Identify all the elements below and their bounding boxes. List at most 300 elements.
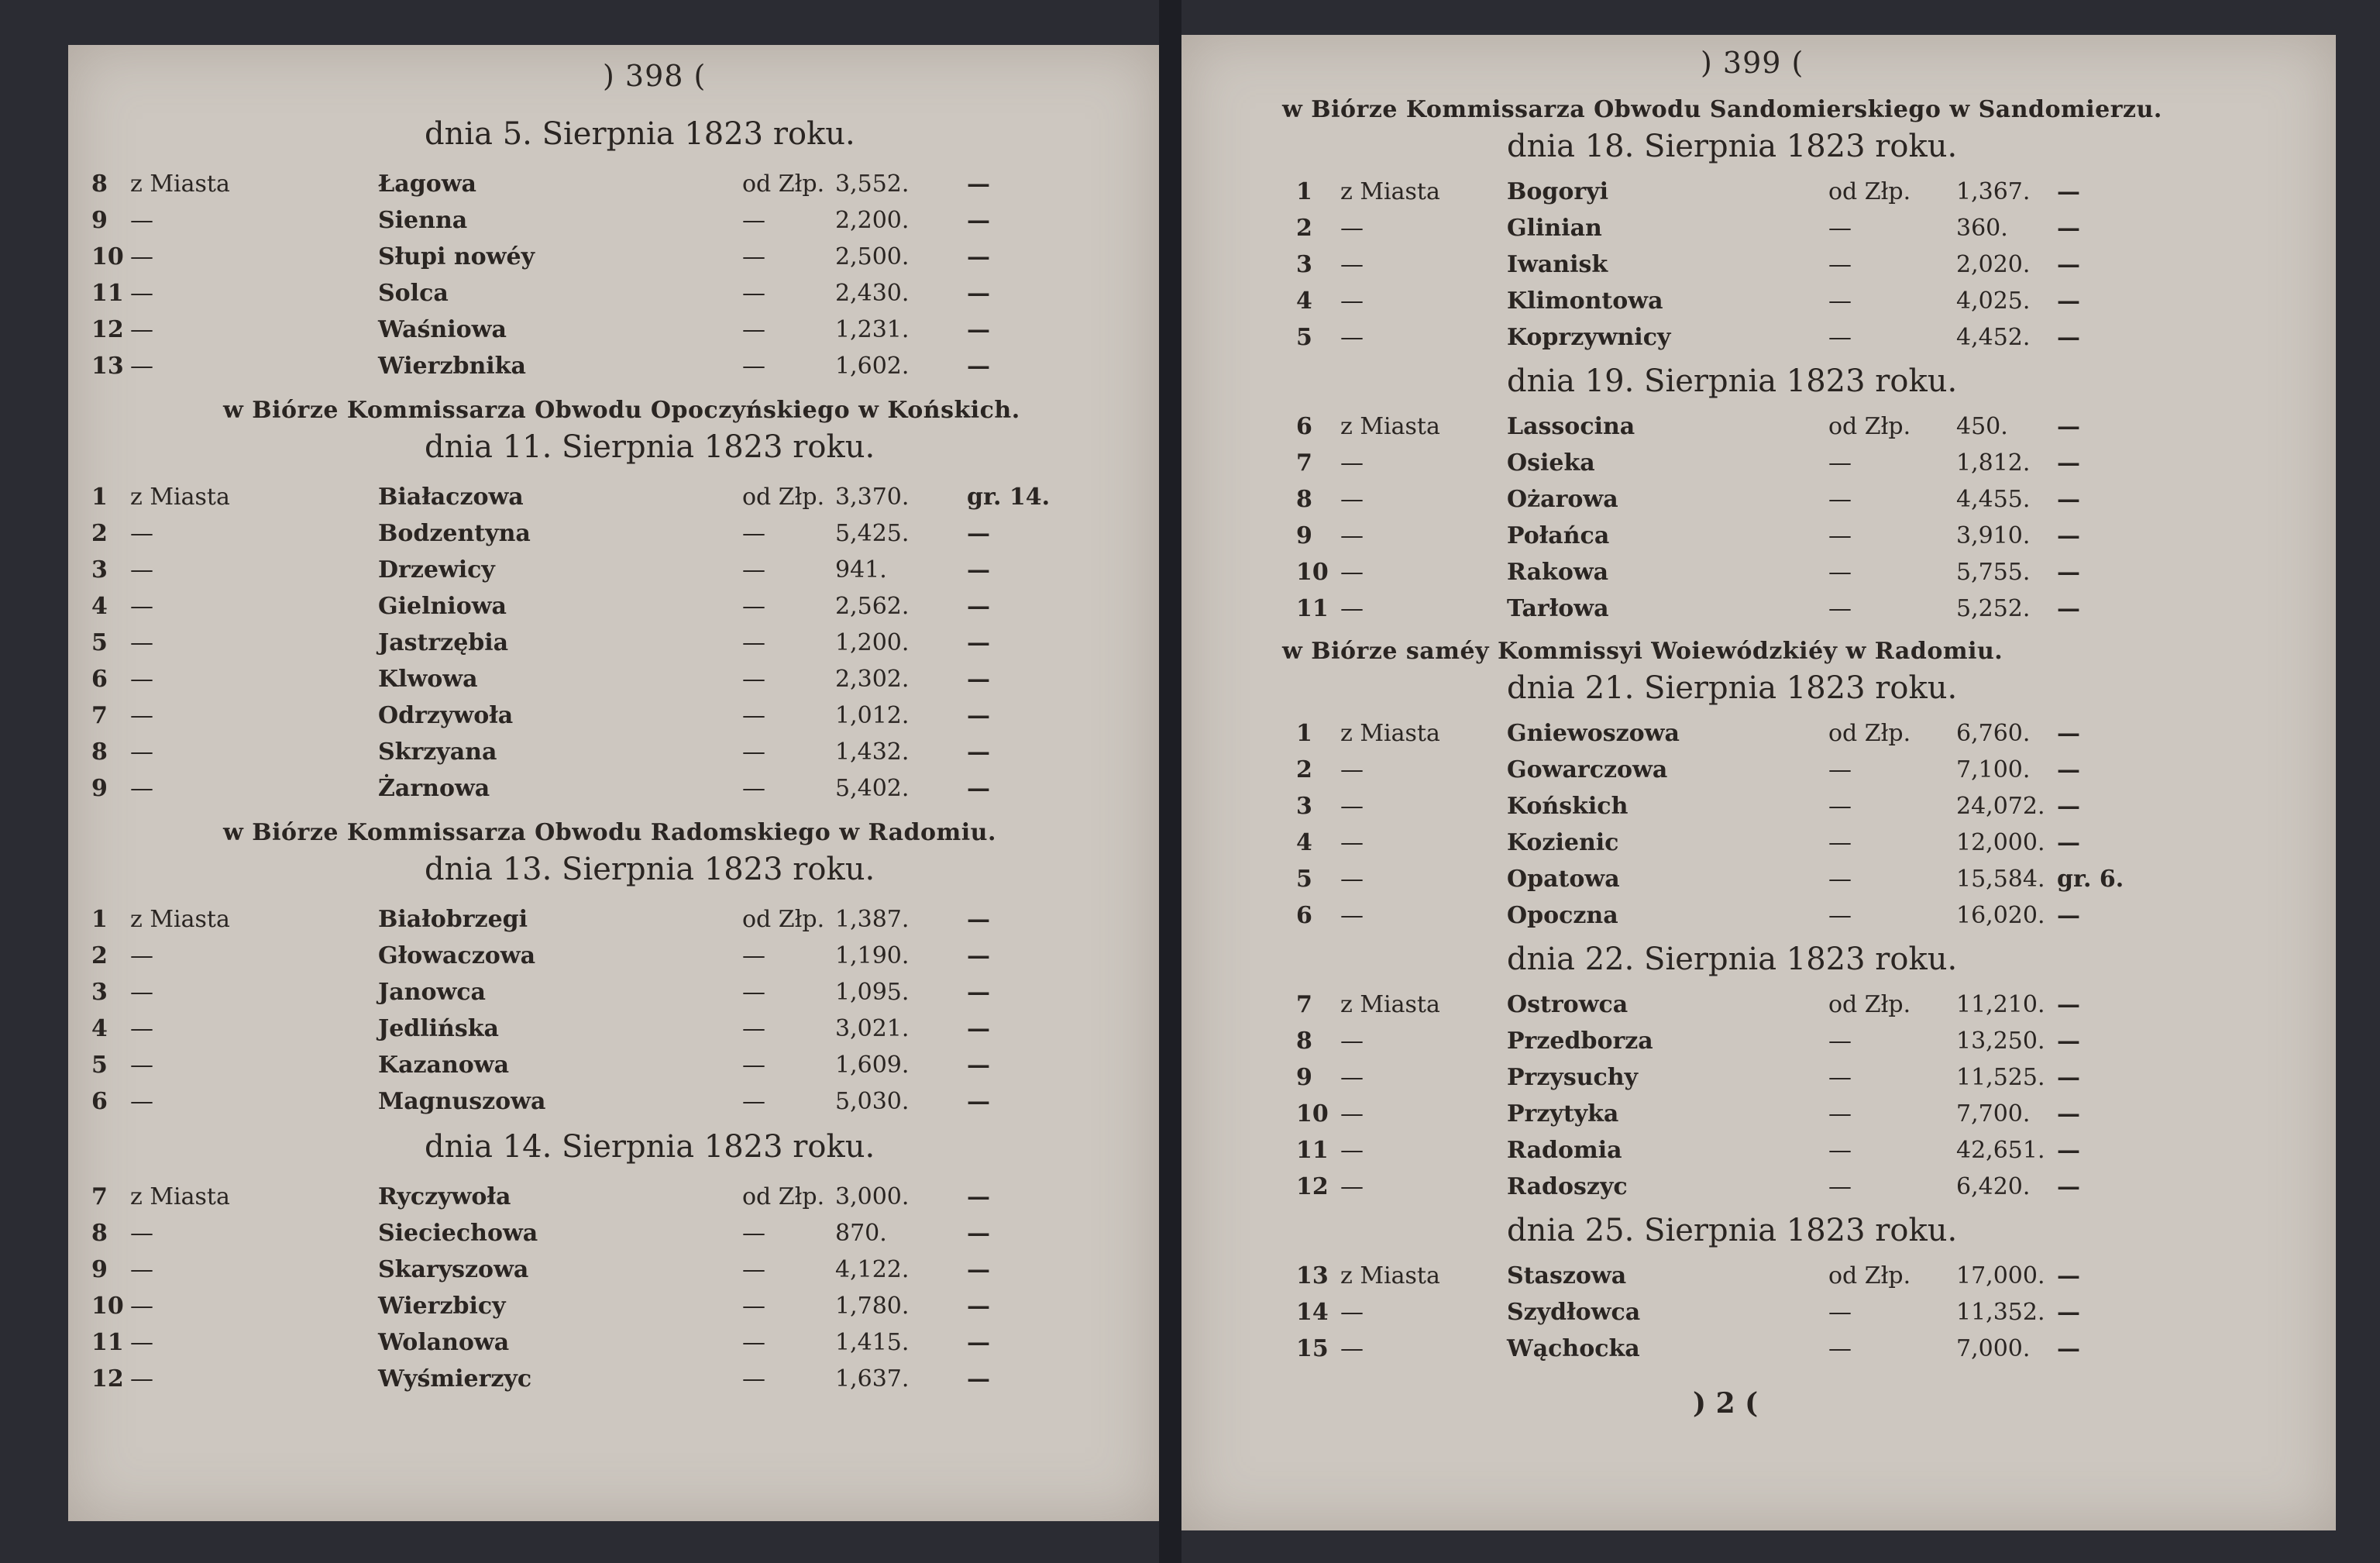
town-prefix: —	[1340, 793, 1364, 820]
amount-value: 1,432.	[835, 738, 910, 766]
row-number: 13	[1296, 1262, 1329, 1289]
ledger-row	[68, 1220, 1159, 1255]
town-prefix: —	[130, 353, 153, 380]
currency-label: —	[1828, 1064, 1852, 1091]
ledger-row	[68, 942, 1159, 978]
right-page	[1181, 35, 2336, 1530]
town-prefix: —	[130, 1015, 153, 1042]
trailing-mark: —	[2057, 1064, 2080, 1091]
currency-label: —	[1828, 595, 1852, 622]
town-prefix: —	[1340, 1028, 1364, 1055]
row-number: 12	[91, 316, 124, 343]
ledger-row	[1181, 991, 2336, 1027]
bureau-heading: w Biórze Kommissarza Obwodu Radomskiego w Radomiu.	[223, 819, 996, 846]
town-name: Waśniowa	[378, 316, 507, 343]
amount-value: 6,760.	[1956, 720, 2031, 747]
trailing-mark: —	[967, 520, 990, 547]
trailing-mark: —	[2057, 1335, 2080, 1362]
currency-label: —	[1828, 902, 1852, 929]
town-name: Końskich	[1507, 793, 1629, 820]
amount-value: 5,030.	[835, 1088, 910, 1115]
row-number: 8	[91, 1220, 108, 1247]
town-prefix: —	[1340, 324, 1364, 351]
ledger-row	[1181, 251, 2336, 287]
row-number: 5	[1296, 324, 1312, 351]
ledger-row	[68, 280, 1159, 315]
town-prefix: —	[130, 702, 153, 729]
town-name: Żarnowa	[378, 775, 490, 802]
ledger-row	[1181, 793, 2336, 828]
row-number: 6	[91, 666, 108, 693]
amount-value: 1,637.	[835, 1365, 910, 1393]
town-name: Gniewoszowa	[1507, 720, 1680, 747]
ledger-row	[1181, 756, 2336, 792]
row-number: 6	[91, 1088, 108, 1115]
currency-label: od Złp.	[1828, 1262, 1911, 1289]
currency-label: —	[1828, 829, 1852, 856]
town-name: Bogoryi	[1507, 178, 1608, 205]
row-number: 6	[1296, 902, 1312, 929]
row-number: 9	[1296, 1064, 1312, 1091]
row-number: 11	[91, 280, 124, 307]
trailing-mark: —	[967, 666, 990, 693]
amount-value: 1,012.	[835, 702, 910, 729]
amount-value: 2,500.	[835, 243, 910, 270]
ledger-row	[68, 1256, 1159, 1292]
amount-value: 2,020.	[1956, 251, 2031, 278]
town-prefix: z Miasta	[1340, 178, 1440, 205]
trailing-mark: —	[967, 243, 990, 270]
row-number: 6	[1296, 413, 1312, 440]
trailing-mark: —	[2057, 324, 2080, 351]
amount-value: 941.	[835, 556, 887, 584]
date-heading: dnia 25. Sierpnia 1823 roku.	[1507, 1213, 1958, 1248]
town-prefix: —	[1340, 1173, 1364, 1200]
trailing-mark: —	[2057, 1028, 2080, 1055]
ledger-row	[68, 702, 1159, 738]
ledger-row	[68, 353, 1159, 388]
row-number: 9	[1296, 522, 1312, 549]
ledger-row	[1181, 559, 2336, 594]
row-number: 13	[91, 353, 124, 380]
trailing-mark: —	[967, 942, 990, 969]
amount-value: 360.	[1956, 215, 2008, 242]
ledger-row	[1181, 449, 2336, 485]
town-prefix: —	[1340, 902, 1364, 929]
amount-value: 450.	[1956, 413, 2008, 440]
amount-value: 1,190.	[835, 942, 910, 969]
ledger-row	[1181, 287, 2336, 323]
town-prefix: —	[1340, 829, 1364, 856]
ledger-row	[68, 1052, 1159, 1087]
town-prefix: —	[130, 738, 153, 766]
trailing-mark: —	[967, 207, 990, 234]
ledger-row	[1181, 486, 2336, 522]
amount-value: 1,095.	[835, 979, 910, 1006]
currency-label: od Złp.	[742, 906, 825, 933]
row-number: 8	[1296, 486, 1312, 513]
currency-label: —	[1828, 486, 1852, 513]
trailing-mark: gr. 6.	[2057, 866, 2124, 893]
town-prefix: —	[130, 316, 153, 343]
town-prefix: —	[130, 979, 153, 1006]
amount-value: 7,100.	[1956, 756, 2031, 783]
trailing-mark: —	[2057, 1173, 2080, 1200]
currency-label: od Złp.	[742, 170, 825, 198]
row-number: 2	[1296, 215, 1312, 242]
town-name: Klimontowa	[1507, 287, 1663, 315]
town-name: Ożarowa	[1507, 486, 1618, 513]
town-name: Odrzywoła	[378, 702, 514, 729]
amount-value: 3,370.	[835, 484, 910, 511]
trailing-mark: —	[967, 1365, 990, 1393]
town-name: Wąchocka	[1507, 1335, 1640, 1362]
trailing-mark: —	[967, 280, 990, 307]
trailing-mark: —	[2057, 178, 2080, 205]
town-prefix: —	[130, 666, 153, 693]
currency-label: —	[742, 556, 765, 584]
town-prefix: —	[1340, 866, 1364, 893]
currency-label: —	[742, 1329, 765, 1356]
row-number: 2	[1296, 756, 1312, 783]
row-number: 1	[91, 484, 108, 511]
town-name: Wierzbicy	[378, 1293, 506, 1320]
amount-value: 2,200.	[835, 207, 910, 234]
ledger-row	[1181, 215, 2336, 250]
currency-label: —	[1828, 287, 1852, 315]
book-gutter	[1159, 0, 1181, 1563]
town-name: Glinian	[1507, 215, 1602, 242]
town-name: Gielniowa	[378, 593, 507, 620]
trailing-mark: —	[967, 593, 990, 620]
amount-value: 1,387.	[835, 906, 910, 933]
row-number: 10	[91, 1293, 124, 1320]
trailing-mark: —	[967, 353, 990, 380]
town-name: Głowaczowa	[378, 942, 536, 969]
trailing-mark: —	[2057, 559, 2080, 586]
amount-value: 12,000.	[1956, 829, 2045, 856]
ledger-row	[68, 484, 1159, 519]
ledger-row	[1181, 1299, 2336, 1334]
amount-value: 1,231.	[835, 316, 910, 343]
ledger-row	[1181, 829, 2336, 865]
town-name: Tarłowa	[1507, 595, 1609, 622]
town-prefix: —	[1340, 251, 1364, 278]
ledger-row	[68, 775, 1159, 811]
amount-value: 4,025.	[1956, 287, 2031, 315]
currency-label: —	[742, 979, 765, 1006]
date-heading: dnia 21. Sierpnia 1823 roku.	[1507, 670, 1958, 706]
town-name: Kozienic	[1507, 829, 1619, 856]
trailing-mark: —	[967, 738, 990, 766]
town-name: Koprzywnicy	[1507, 324, 1671, 351]
amount-value: 1,602.	[835, 353, 910, 380]
row-number: 8	[91, 738, 108, 766]
ledger-row	[1181, 1173, 2336, 1209]
row-number: 10	[1296, 1100, 1329, 1127]
ledger-row	[1181, 1100, 2336, 1136]
town-name: Przedborza	[1507, 1028, 1653, 1055]
currency-label: —	[742, 1052, 765, 1079]
town-prefix: —	[130, 280, 153, 307]
row-number: 7	[1296, 449, 1312, 477]
amount-value: 13,250.	[1956, 1028, 2045, 1055]
trailing-mark: —	[2057, 251, 2080, 278]
town-prefix: —	[1340, 215, 1364, 242]
amount-value: 1,609.	[835, 1052, 910, 1079]
ledger-row	[68, 1015, 1159, 1051]
town-name: Sienna	[378, 207, 468, 234]
ledger-row	[1181, 1064, 2336, 1100]
trailing-mark: —	[967, 556, 990, 584]
trailing-mark: —	[967, 1088, 990, 1115]
currency-label: —	[742, 629, 765, 656]
date-heading: dnia 22. Sierpnia 1823 roku.	[1507, 942, 1958, 977]
currency-label: —	[742, 593, 765, 620]
town-name: Skrzyana	[378, 738, 497, 766]
trailing-mark: —	[2057, 1262, 2080, 1289]
town-prefix: —	[1340, 287, 1364, 315]
currency-label: od Złp.	[1828, 720, 1911, 747]
row-number: 7	[91, 702, 108, 729]
amount-value: 2,302.	[835, 666, 910, 693]
town-name: Ryczywoła	[378, 1183, 511, 1210]
ledger-row	[68, 1088, 1159, 1124]
row-number: 5	[1296, 866, 1312, 893]
ledger-row	[1181, 1137, 2336, 1172]
currency-label: od Złp.	[1828, 991, 1911, 1018]
town-prefix: —	[130, 1329, 153, 1356]
row-number: 12	[91, 1365, 124, 1393]
town-name: Radoszyc	[1507, 1173, 1628, 1200]
row-number: 7	[91, 1183, 108, 1210]
bureau-heading: w Biórze Kommissarza Obwodu Sandomierskiego w Sandomierzu.	[1282, 96, 2162, 123]
trailing-mark: —	[967, 629, 990, 656]
ledger-row	[1181, 595, 2336, 631]
town-name: Wolanowa	[378, 1329, 510, 1356]
left-page	[68, 45, 1159, 1521]
amount-value: 870.	[835, 1220, 887, 1247]
town-prefix: —	[1340, 1335, 1364, 1362]
ledger-row	[1181, 178, 2336, 214]
town-name: Jastrzębia	[378, 629, 509, 656]
amount-value: 1,780.	[835, 1293, 910, 1320]
amount-value: 2,430.	[835, 280, 910, 307]
row-number: 10	[1296, 559, 1329, 586]
row-number: 10	[91, 243, 124, 270]
trailing-mark: —	[2057, 595, 2080, 622]
town-name: Wierzbnika	[378, 353, 526, 380]
town-name: Szydłowca	[1507, 1299, 1641, 1326]
town-prefix: z Miasta	[130, 484, 230, 511]
town-prefix: —	[1340, 559, 1364, 586]
currency-label: —	[742, 1220, 765, 1247]
amount-value: 3,000.	[835, 1183, 910, 1210]
amount-value: 6,420.	[1956, 1173, 2031, 1200]
town-name: Janowca	[378, 979, 486, 1006]
town-prefix: —	[1340, 1137, 1364, 1164]
ledger-row	[68, 207, 1159, 243]
town-prefix: z Miasta	[1340, 991, 1440, 1018]
currency-label: od Złp.	[1828, 413, 1911, 440]
trailing-mark: —	[2057, 793, 2080, 820]
trailing-mark: —	[967, 979, 990, 1006]
amount-value: 11,352.	[1956, 1299, 2045, 1326]
town-name: Ostrowca	[1507, 991, 1629, 1018]
ledger-row	[68, 1183, 1159, 1219]
town-prefix: —	[130, 1088, 153, 1115]
trailing-mark: —	[967, 170, 990, 198]
town-name: Radomia	[1507, 1137, 1622, 1164]
amount-value: 1,812.	[1956, 449, 2031, 477]
signature-mark: ) 2 (	[1693, 1387, 1759, 1420]
row-number: 3	[1296, 251, 1312, 278]
town-prefix: —	[130, 1256, 153, 1283]
trailing-mark: —	[967, 1256, 990, 1283]
ledger-row	[68, 629, 1159, 665]
currency-label: —	[742, 702, 765, 729]
trailing-mark: —	[2057, 1299, 2080, 1326]
trailing-mark: —	[967, 1015, 990, 1042]
row-number: 4	[91, 593, 108, 620]
currency-label: —	[1828, 251, 1852, 278]
town-name: Rakowa	[1507, 559, 1609, 586]
ledger-row	[68, 979, 1159, 1014]
currency-label: —	[742, 1365, 765, 1393]
trailing-mark: —	[967, 1183, 990, 1210]
row-number: 1	[1296, 178, 1312, 205]
currency-label: —	[1828, 1335, 1852, 1362]
ledger-row	[1181, 720, 2336, 756]
town-name: Lassocina	[1507, 413, 1635, 440]
row-number: 15	[1296, 1335, 1329, 1362]
currency-label: —	[742, 738, 765, 766]
ledger-row	[1181, 1262, 2336, 1298]
trailing-mark: —	[2057, 991, 2080, 1018]
amount-value: 7,700.	[1956, 1100, 2031, 1127]
amount-value: 5,252.	[1956, 595, 2031, 622]
row-number: 1	[91, 906, 108, 933]
town-name: Gowarczowa	[1507, 756, 1668, 783]
town-name: Drzewicy	[378, 556, 495, 584]
amount-value: 24,072.	[1956, 793, 2045, 820]
currency-label: —	[742, 520, 765, 547]
row-number: 1	[1296, 720, 1312, 747]
row-number: 5	[91, 1052, 108, 1079]
town-name: Solca	[378, 280, 449, 307]
town-prefix: —	[1340, 1299, 1364, 1326]
town-name: Przysuchy	[1507, 1064, 1639, 1091]
town-prefix: z Miasta	[1340, 413, 1440, 440]
trailing-mark: —	[967, 316, 990, 343]
trailing-mark: —	[2057, 829, 2080, 856]
currency-label: —	[742, 280, 765, 307]
ledger-row	[68, 738, 1159, 774]
ledger-row	[68, 556, 1159, 592]
trailing-mark: —	[2057, 522, 2080, 549]
currency-label: —	[1828, 559, 1852, 586]
ledger-row	[68, 1329, 1159, 1365]
town-prefix: —	[1340, 756, 1364, 783]
ledger-row	[68, 316, 1159, 352]
date-heading: dnia 11. Sierpnia 1823 roku.	[425, 429, 875, 465]
amount-value: 11,210.	[1956, 991, 2045, 1018]
ledger-row	[1181, 866, 2336, 901]
town-name: Łagowa	[378, 170, 476, 198]
date-heading: dnia 5. Sierpnia 1823 roku.	[425, 116, 855, 152]
currency-label: —	[742, 243, 765, 270]
town-prefix: —	[130, 207, 153, 234]
town-prefix: —	[1340, 595, 1364, 622]
amount-value: 4,452.	[1956, 324, 2031, 351]
row-number: 3	[91, 556, 108, 584]
currency-label: —	[1828, 215, 1852, 242]
town-prefix: —	[130, 1052, 153, 1079]
town-prefix: z Miasta	[130, 1183, 230, 1210]
amount-value: 4,455.	[1956, 486, 2031, 513]
town-name: Przytyka	[1507, 1100, 1619, 1127]
page-number: ) 399 (	[1701, 46, 1804, 80]
row-number: 4	[1296, 829, 1312, 856]
trailing-mark: —	[2057, 413, 2080, 440]
town-prefix: —	[130, 775, 153, 802]
ledger-row	[1181, 902, 2336, 938]
town-name: Połańca	[1507, 522, 1610, 549]
currency-label: —	[742, 942, 765, 969]
row-number: 11	[1296, 1137, 1329, 1164]
currency-label: —	[1828, 866, 1852, 893]
row-number: 9	[91, 775, 108, 802]
town-prefix: —	[130, 556, 153, 584]
amount-value: 5,425.	[835, 520, 910, 547]
amount-value: 5,755.	[1956, 559, 2031, 586]
town-name: Klwowa	[378, 666, 478, 693]
trailing-mark: —	[2057, 215, 2080, 242]
amount-value: 16,020.	[1956, 902, 2045, 929]
town-name: Białaczowa	[378, 484, 524, 511]
town-prefix: —	[130, 593, 153, 620]
town-prefix: z Miasta	[1340, 1262, 1440, 1289]
ledger-row	[1181, 324, 2336, 360]
town-prefix: —	[130, 1220, 153, 1247]
town-name: Jedlińska	[378, 1015, 499, 1042]
date-heading: dnia 19. Sierpnia 1823 roku.	[1507, 363, 1958, 399]
trailing-mark: —	[967, 775, 990, 802]
currency-label: —	[1828, 522, 1852, 549]
ledger-row	[1181, 413, 2336, 449]
bureau-heading: w Biórze Kommissarza Obwodu Opoczyńskiego w Końskich.	[223, 397, 1020, 424]
trailing-mark: —	[2057, 1137, 2080, 1164]
trailing-mark: —	[967, 1293, 990, 1320]
amount-value: 42,651.	[1956, 1137, 2045, 1164]
row-number: 11	[1296, 595, 1329, 622]
trailing-mark: —	[967, 1329, 990, 1356]
amount-value: 2,562.	[835, 593, 910, 620]
town-prefix: —	[130, 942, 153, 969]
currency-label: —	[742, 1256, 765, 1283]
ledger-row	[1181, 1335, 2336, 1371]
amount-value: 1,415.	[835, 1329, 910, 1356]
town-prefix: —	[130, 629, 153, 656]
trailing-mark: —	[2057, 449, 2080, 477]
currency-label: od Złp.	[1828, 178, 1911, 205]
amount-value: 11,525.	[1956, 1064, 2045, 1091]
currency-label: —	[1828, 1028, 1852, 1055]
trailing-mark: —	[2057, 287, 2080, 315]
currency-label: —	[1828, 449, 1852, 477]
town-name: Opatowa	[1507, 866, 1620, 893]
town-name: Magnuszowa	[378, 1088, 546, 1115]
